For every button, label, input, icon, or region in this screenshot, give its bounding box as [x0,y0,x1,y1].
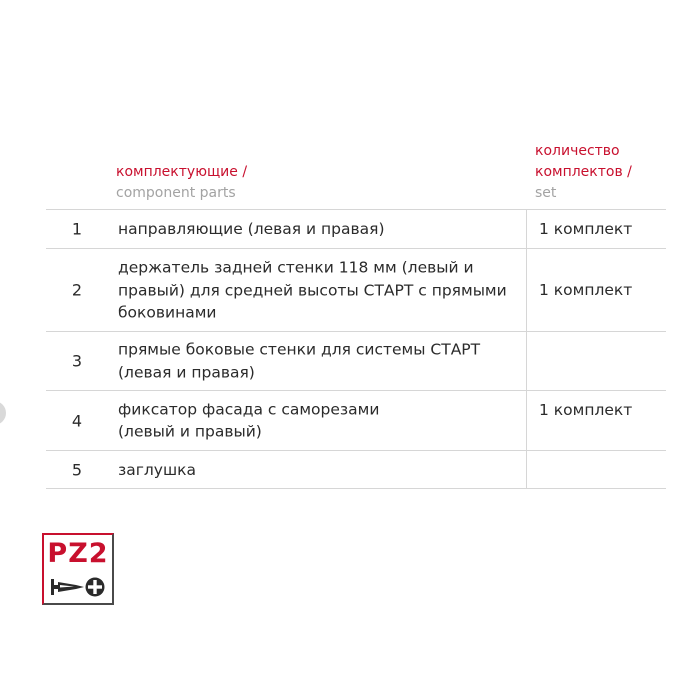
row-description [118,256,518,324]
header-qty-ru-line1: количество [535,143,620,159]
row-description [118,458,518,481]
side-scroll-handle [0,401,6,425]
row-description-line: (левая и правая) [118,363,255,381]
quantity-cell-merged [526,332,666,489]
components-table [46,140,666,489]
pz2-label: PZ2 [47,538,109,569]
row-number: 1 [71,219,83,239]
quantity-column [526,210,666,489]
row-description [118,339,518,384]
row-description [118,218,518,241]
row-description [118,398,518,443]
quantity-cell [526,210,666,249]
table-body [46,210,666,489]
row-description-line: заглушка [118,460,197,479]
row-description-line: держатель задней стенки 118 мм (левый и [118,258,474,277]
quantity-value: 1 комплект [539,220,633,238]
header-qty-en: set [535,185,557,201]
row-description-line: правый) для средней высоты СТАРТ с прямыми [118,280,507,299]
row-description-line: прямые боковые стенки для системы СТАРТ [118,340,481,359]
pz2-bit-badge [42,533,114,605]
header-qty-ru-line2: комплектов / [535,164,632,180]
header-quantity [535,141,632,204]
row-number: 4 [71,411,83,430]
quantity-value: 1 комплект [539,281,633,299]
row-number: 5 [71,460,83,479]
header-parts-ru: комплектующие / [116,164,248,180]
row-description-line: фиксатор фасада с саморезами [118,400,380,418]
header-component-parts [116,162,247,204]
row-description-line: боковинами [118,303,217,322]
table-header [46,140,666,210]
row-description-line: направляющие (левая и правая) [118,219,385,238]
quantity-cell [526,249,666,332]
row-number: 3 [71,351,83,371]
pozidriv-screwdriver-icon [50,576,108,598]
row-description-line: (левый и правый) [118,422,262,441]
header-parts-en: component parts [116,185,236,201]
quantity-value: 1 комплект [539,401,633,419]
row-number: 2 [71,280,83,300]
